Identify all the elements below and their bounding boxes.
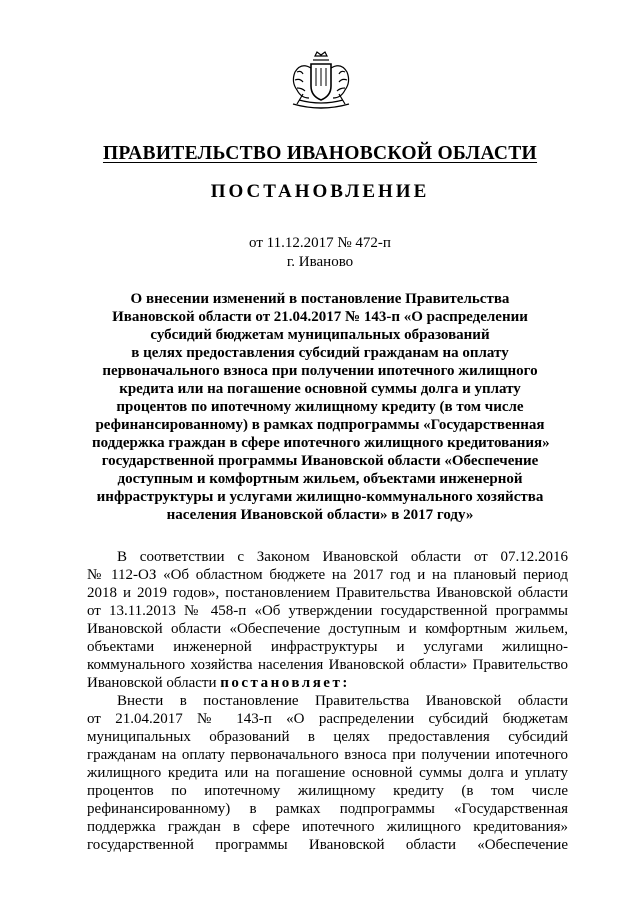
paragraph-line-prefix: Ивановской области: [87, 675, 221, 691]
paragraph-line: объектами инженерной инфраструктуры и услугами жилищно-: [87, 639, 568, 655]
document-title: [92, 290, 548, 524]
title-line: процентов по ипотечному жилищному кредиту (в том числе: [116, 399, 524, 415]
document-date-number: от 11.12.2017 № 472-п: [249, 235, 391, 251]
organization-name: ПРАВИТЕЛЬСТВО ИВАНОВСКОЙ ОБЛАСТИ: [102, 143, 538, 164]
paragraph-line: процентов по ипотечному жилищному кредиту (в том числе: [87, 783, 568, 799]
title-line: рефинансированному) в рамках подпрограммы «Государственная: [95, 417, 545, 433]
paragraph-line: В соответствии с Законом Ивановской области от 07.12.2016: [117, 549, 568, 565]
paragraph-line: поддержка граждан в сфере ипотечного жилищного кредитования»: [87, 819, 568, 835]
document-city: г. Иваново: [286, 254, 354, 270]
paragraph-line: Ивановской области «Обеспечение доступным и комфортным жильем,: [87, 621, 568, 637]
paragraph-line: 2018 и 2019 годов», постановлением Правительства Ивановской области: [87, 585, 568, 601]
paragraph-line: государственной программы Ивановской области «Обеспечение: [87, 837, 568, 853]
title-line: инфраструктуры и услугами жилищно-коммунального хозяйства: [96, 489, 544, 505]
paragraph-line: Внести в постановление Правительства Ивановской области: [117, 693, 568, 709]
paragraph-line: гражданам на оплату первоначального взноса при получении ипотечного: [87, 747, 568, 763]
title-line: кредита или на погашение основной суммы долга и уплату: [119, 381, 521, 397]
title-line: доступным и комфортным жильем, объектами инженерной: [117, 471, 523, 487]
paragraph-line: коммунального хозяйства населения Ивановской области» Правительство: [87, 657, 568, 673]
title-line: населения Ивановской области» в 2017 году»: [166, 507, 474, 523]
title-line: О внесении изменений в постановление Правительства: [130, 291, 510, 307]
resolves-word: постановляет:: [220, 675, 350, 691]
title-line: субсидий бюджетам муниципальных образований: [150, 327, 490, 343]
document-type: ПОСТАНОВЛЕНИЕ: [210, 181, 430, 202]
title-line: в целях предоставления субсидий гражданам на оплату: [131, 345, 509, 361]
title-line: государственной программы Ивановской области «Обеспечение: [101, 453, 539, 469]
paragraph-line: рефинансированному) в рамках подпрограммы «Государственная: [87, 801, 568, 817]
title-line: Ивановской области от 21.04.2017 № 143-п «О распределении: [112, 309, 528, 325]
paragraph-line: от 13.11.2013 № 458-п «Об утверждении государственной программы: [87, 603, 568, 619]
paragraph-line: [87, 674, 568, 692]
paragraph-preamble: [87, 548, 568, 692]
paragraph-line: муниципальных образований в целях предоставления субсидий: [87, 729, 568, 745]
coat-of-arms-icon: [285, 50, 357, 112]
title-line: поддержка граждан в сфере ипотечного жилищного кредитования»: [92, 435, 550, 451]
paragraph-line: от 21.04.2017 № 143-п «О распределении субсидий бюджетам: [87, 711, 568, 727]
paragraph-decision: [87, 692, 568, 854]
paragraph-line: № 112-ОЗ «Об областном бюджете на 2017 год и на плановый период: [87, 567, 568, 583]
title-line: первоначального взноса при получении ипотечного жилищного: [102, 363, 538, 379]
paragraph-line: жилищного кредита или на погашение основной суммы долга и уплату: [87, 765, 568, 781]
